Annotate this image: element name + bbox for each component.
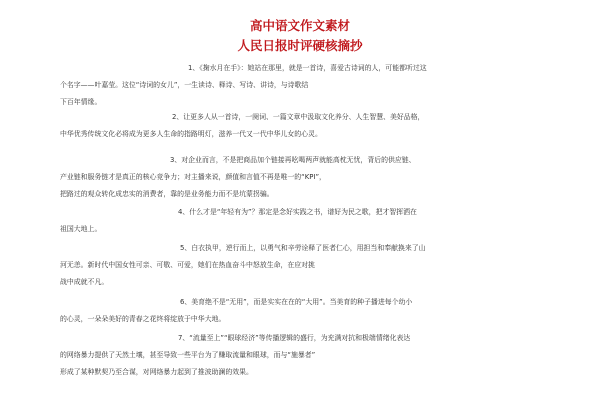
paragraph-7 — [60, 330, 545, 381]
paragraph-line: 的心灵，一朵朵美好的青春之花终将绽放于中华大地。 — [60, 315, 226, 323]
paragraph-line: 战中成就不凡。 — [60, 278, 109, 286]
paragraph-line: 河无恙。新时代中国女性可亲、可敬、可爱，她们在热血奋斗中怒放生命，在应对挑 — [60, 261, 315, 269]
paragraph-line: 2、让更多人从一首诗，一阕词、一篇文章中汲取文化养分、人生智慧、美好品格， — [172, 113, 425, 121]
paragraph-line: 产业链和服务链才是真正的核心竞争力；对主播来说，颜值和言值不再是唯一的“KPI”， — [60, 173, 326, 181]
paragraph-line: 5、白衣执甲，逆行而上，以勇气和辛劳诠释了医者仁心，用担当和奉献换来了山 — [180, 244, 426, 252]
paragraph-line: 下百年情缘。 — [60, 98, 102, 106]
paragraph-5 — [60, 240, 545, 291]
paragraph-line: 1、《掬水月在手》：她站在那里，就是一首诗，喜爱古诗词的人，可能都听过这 — [188, 64, 427, 72]
paragraph-line: 形成了某种默契乃至合谋，对网络暴力起到了推波助澜的效果。 — [60, 368, 253, 376]
document-title: 高中语文作文素材 — [249, 18, 350, 33]
paragraph-line: 祖国大地上。 — [60, 225, 102, 233]
paragraph-line: 4、什么才是“年轻有为”？那定是念好实践之书，谱好为民之歌，把才智挥洒在 — [178, 208, 417, 216]
paragraph-6 — [60, 294, 545, 328]
paragraph-line: 把路过的观众转化成忠实的消费者，靠的是业务能力而不是坑蒙拐骗。 — [60, 190, 274, 198]
paragraph-4 — [60, 204, 545, 238]
paragraph-line: 个名字——叶嘉莹。这位“诗词的女儿”，一生读诗、释诗、写诗、讲诗，与诗歌结 — [60, 81, 309, 89]
paragraph-line: 的网络暴力提供了天然土壤，甚至导致一些平台为了赚取流量和眼球，而与“施暴者” — [60, 351, 316, 359]
paragraph-2 — [60, 109, 545, 143]
paragraph-3 — [60, 152, 545, 203]
paragraph-line: 3、对企业而言，不是把商品加个链接再吆喝两声就能高枕无忧，背后的供应链、 — [170, 156, 416, 164]
paragraph-line: 中华优秀传统文化必将成为更多人生命的指路明灯，滋养一代又一代中华儿女的心灵。 — [60, 130, 322, 138]
document-subtitle: 人民日报时评硬核摘抄 — [237, 38, 363, 53]
paragraph-1 — [60, 60, 545, 111]
paragraph-line: 7、“流量至上”“眼球经济”等传播逻辑的盛行，为充满对抗和极端情绪化表达 — [178, 334, 411, 342]
paragraph-line: 6、美育绝不是“无用”，而是实实在在的“大用”。当美育的种子播进每个幼小 — [180, 298, 413, 306]
